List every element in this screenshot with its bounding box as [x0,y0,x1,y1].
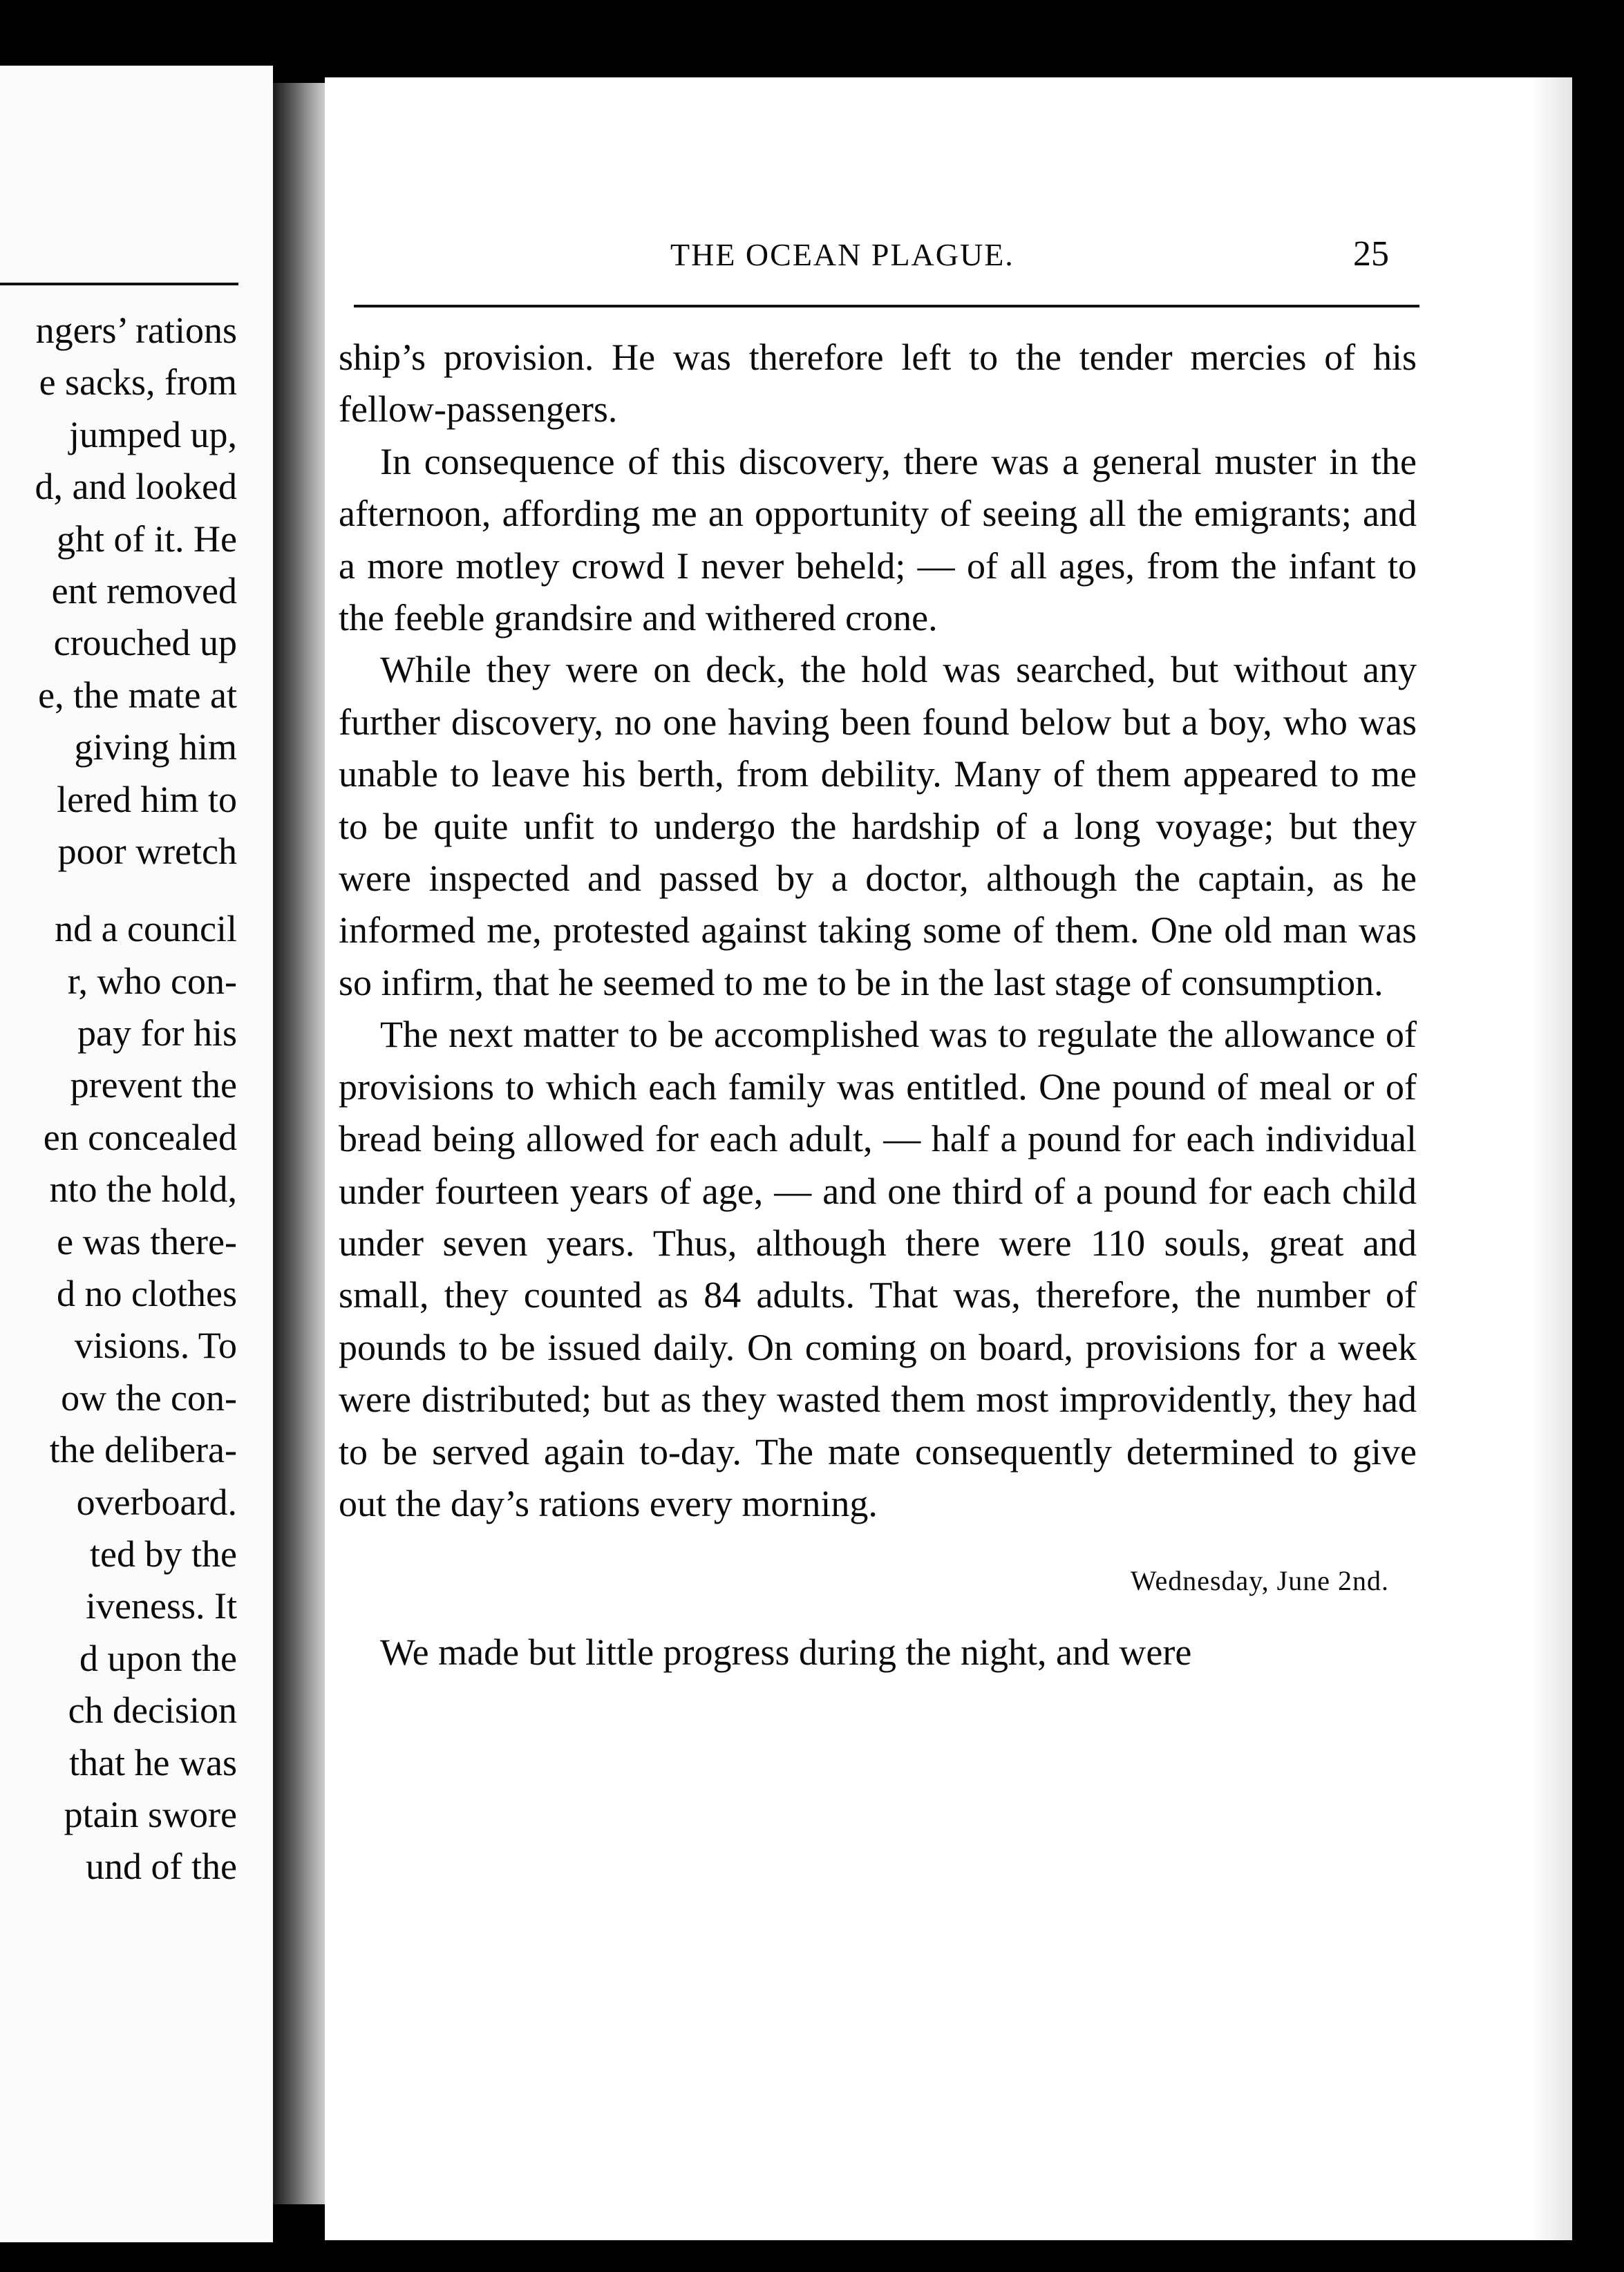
text-line: visions. To [74,1325,237,1367]
paragraph-continued: ship’s provision. He was therefore left to the tender mercies of his fellow-passengers. [339,337,1417,430]
running-title: THE OCEAN PLAGUE. [670,237,1014,272]
running-header [325,236,1403,292]
dateline: Wednesday, June 2nd. [1130,1565,1389,1597]
text-line: ow the con- [61,1376,237,1419]
header-rule [354,305,1419,307]
paragraph-gap [0,878,237,903]
previous-page-fragment [0,66,273,2242]
current-page [325,77,1572,2240]
text-line: e, the mate at [38,674,237,716]
text-line: pay for his [77,1012,237,1054]
text-line: that he was [69,1741,237,1783]
text-line: ptain swore [64,1793,237,1835]
book-gutter [273,83,328,2204]
page-edge-shadow [1531,77,1572,2240]
text-line: jumped up, [69,413,237,455]
text-line: ent removed [51,569,237,612]
text-line: ght of it. He [57,518,237,560]
text-line: e was there- [57,1220,237,1262]
text-line: lered him to [57,778,237,820]
paragraph: We made but little progress during the night, and were [380,1631,1192,1674]
text-line: crouched up [53,622,237,664]
paragraph: The next matter to be accomplished was to regulate the allowance of provisions to which each family was entitled. One pound of meal or of bread being allowed for each adult, — half a pound for each individual under fourteen years of age, — and one third of a pound for each child under seven years. Thus, although there were 110 souls, great and small, they counted as 84 adults. That was, therefore, the number of pounds to be issued daily. On coming on board, provisions for a week were distributed; but as they wasted them most improvidently, they had to be served again to-day. The mate consequently determined to give out the day’s rations every morning. [339,1014,1417,1524]
text-line: nd a council [55,908,237,950]
paragraph: In consequence of this discovery, there was a general muster in the afternoon, affording me an opportunity of seeing all the emigrants; and a more motley crowd I never beheld; — of all ages, from the infant to the feeble grandsire and withered crone. [339,440,1417,639]
previous-page-header-rule [0,283,238,285]
text-line: d, and looked [35,466,237,508]
text-line: ngers’ rations [35,310,237,351]
page-body [339,332,1417,1679]
text-line: d upon the [79,1637,237,1679]
text-line: ch decision [68,1689,237,1732]
text-line: poor wretch [57,830,237,872]
page-number: 25 [1353,234,1389,274]
text-line: en concealed [43,1116,237,1158]
text-line: und of the [86,1846,237,1888]
text-line: iveness. It [86,1585,237,1627]
text-line: d no clothes [57,1273,237,1315]
text-line: nto the hold, [49,1168,237,1211]
text-line: the delibera- [49,1429,237,1471]
text-line: r, who con- [67,960,237,1002]
text-line: ted by the [90,1533,237,1575]
previous-page-text [0,305,237,1893]
text-line: e sacks, from [39,361,237,404]
text-line: giving him [74,726,237,768]
text-line: overboard. [76,1481,237,1523]
text-line: prevent the [70,1064,237,1106]
paragraph: While they were on deck, the hold was searched, but without any further discovery, no one having been found below but a boy, who was unable to leave his berth, from debility. Many of them appeared to me to be quite unfit to undergo the hardship of a long voyage; but they were inspected and passed by a doctor, although the captain, as he informed me, protested against taking some of them. One old man was so infirm, that he seemed to me to be in the last stage of consumption. [339,649,1417,1003]
